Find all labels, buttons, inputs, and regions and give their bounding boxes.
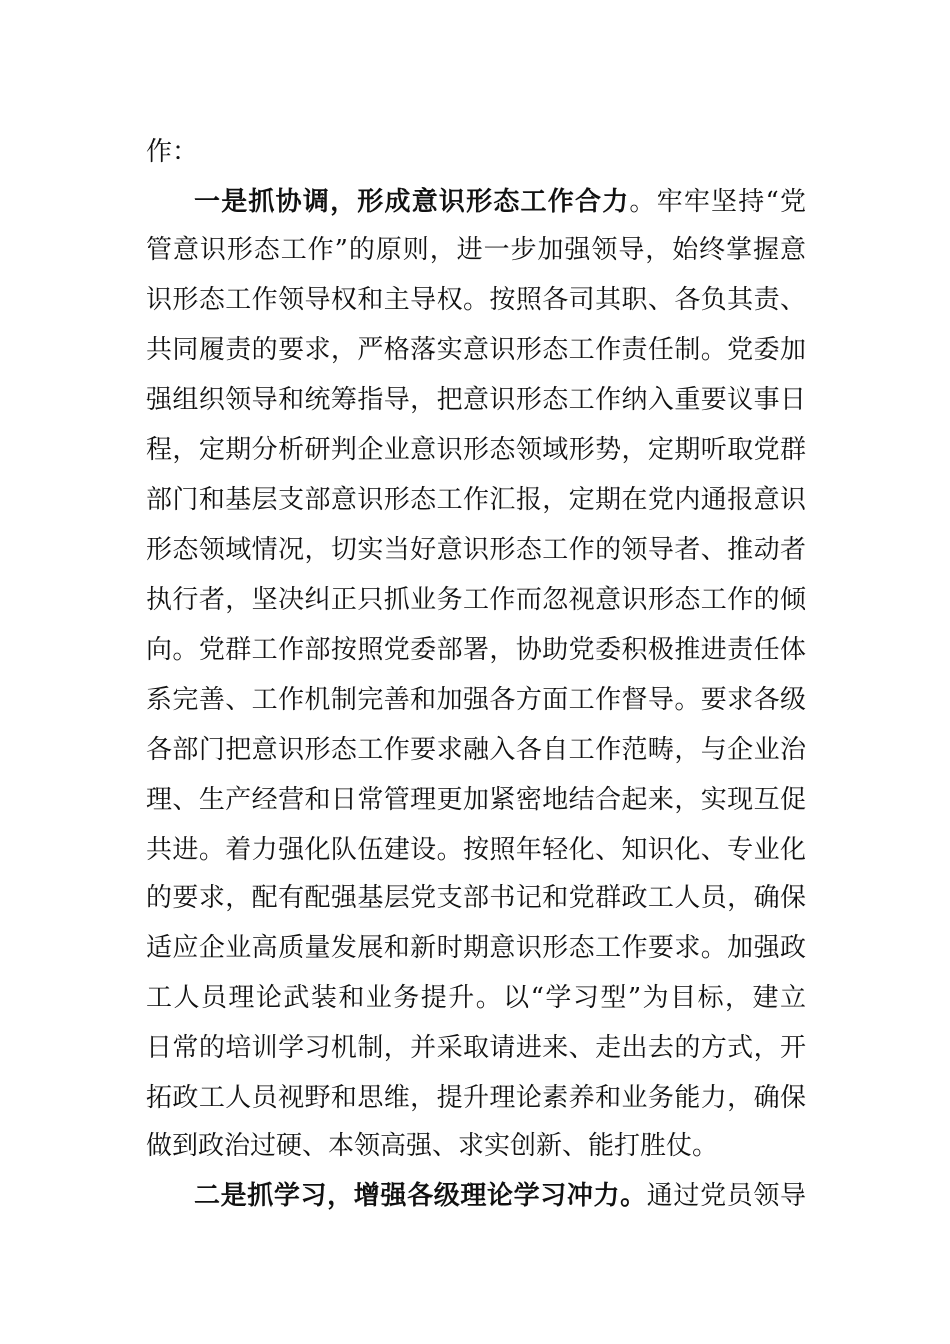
text-line-11: [146, 630, 806, 670]
text-line-4: [146, 280, 806, 320]
line-text: 部门和基层支部意识形态工作汇报，定期在党内通报意识: [146, 485, 806, 515]
line-text: 日常的培训学习机制，并采取请进来、走出去的方式，开: [146, 1033, 806, 1063]
line-text: 适应企业高质量发展和新时期意识形态工作要求。加强政: [146, 933, 806, 963]
paragraph-1-heading: 一是抓协调，形成意识形态工作合力: [194, 187, 630, 217]
line-text: 各部门把意识形态工作要求融入各自工作范畴，与企业治: [146, 735, 806, 765]
text-line-18: [146, 978, 806, 1018]
text-line-20: [146, 1078, 806, 1118]
text-line-9: [146, 530, 806, 570]
line-text: 通过党员领导: [646, 1181, 806, 1211]
line-text: 作：: [146, 137, 199, 167]
line-text: 共同履责的要求，严格落实意识形态工作责任制。党委加: [146, 335, 806, 365]
line-text: 做到政治过硬、本领高强、求实创新、能打胜仗。: [146, 1131, 719, 1161]
text-line-21: [146, 1126, 806, 1166]
line-text: 形态领域情况，切实当好意识形态工作的领导者、推动者: [146, 535, 806, 565]
line-text: 执行者，坚决纠正只抓业务工作而忽视意识形态工作的倾: [146, 585, 806, 615]
text-line-10: [146, 580, 806, 620]
text-line-7: [146, 430, 806, 470]
text-line-1: [146, 132, 806, 172]
line-text: 识形态工作领导权和主导权。按照各司其职、各负其责、: [146, 285, 806, 315]
line-text: 理、生产经营和日常管理更加紧密地结合起来，实现互促: [146, 785, 806, 815]
paragraph-2-heading-line: [194, 1176, 806, 1216]
line-text: 强组织领导和统筹指导，把意识形态工作纳入重要议事日: [146, 385, 806, 415]
text-line-3: [146, 230, 806, 270]
text-line-13: [146, 730, 806, 770]
text-line-14: [146, 780, 806, 820]
line-text: 管意识形态工作”的原则，进一步加强领导，始终掌握意: [146, 235, 806, 265]
line-text: 。牢牢坚持“党: [629, 187, 806, 217]
line-text: 工人员理论武装和业务提升。以“学习型”为目标，建立: [146, 983, 806, 1013]
line-text: 程，定期分析研判企业意识形态领域形势，定期听取党群: [146, 435, 806, 465]
paragraph-1-heading-line: [194, 182, 806, 222]
line-text: 共进。着力强化队伍建设。按照年轻化、知识化、专业化: [146, 835, 806, 865]
paragraph-2-heading: 二是抓学习，增强各级理论学习冲力。: [194, 1181, 647, 1211]
text-line-17: [146, 928, 806, 968]
text-line-6: [146, 380, 806, 420]
text-line-16: [146, 878, 806, 918]
line-text: 系完善、工作机制完善和加强各方面工作督导。要求各级: [146, 685, 806, 715]
text-line-8: [146, 480, 806, 520]
text-line-5: [146, 330, 806, 370]
line-text: 的要求，配有配强基层党支部书记和党群政工人员，确保: [146, 883, 806, 913]
text-line-15: [146, 830, 806, 870]
line-text: 向。党群工作部按照党委部署，协助党委积极推进责任体: [146, 635, 806, 665]
text-line-12: [146, 680, 806, 720]
text-line-19: [146, 1028, 806, 1068]
line-text: 拓政工人员视野和思维，提升理论素养和业务能力，确保: [146, 1083, 806, 1113]
